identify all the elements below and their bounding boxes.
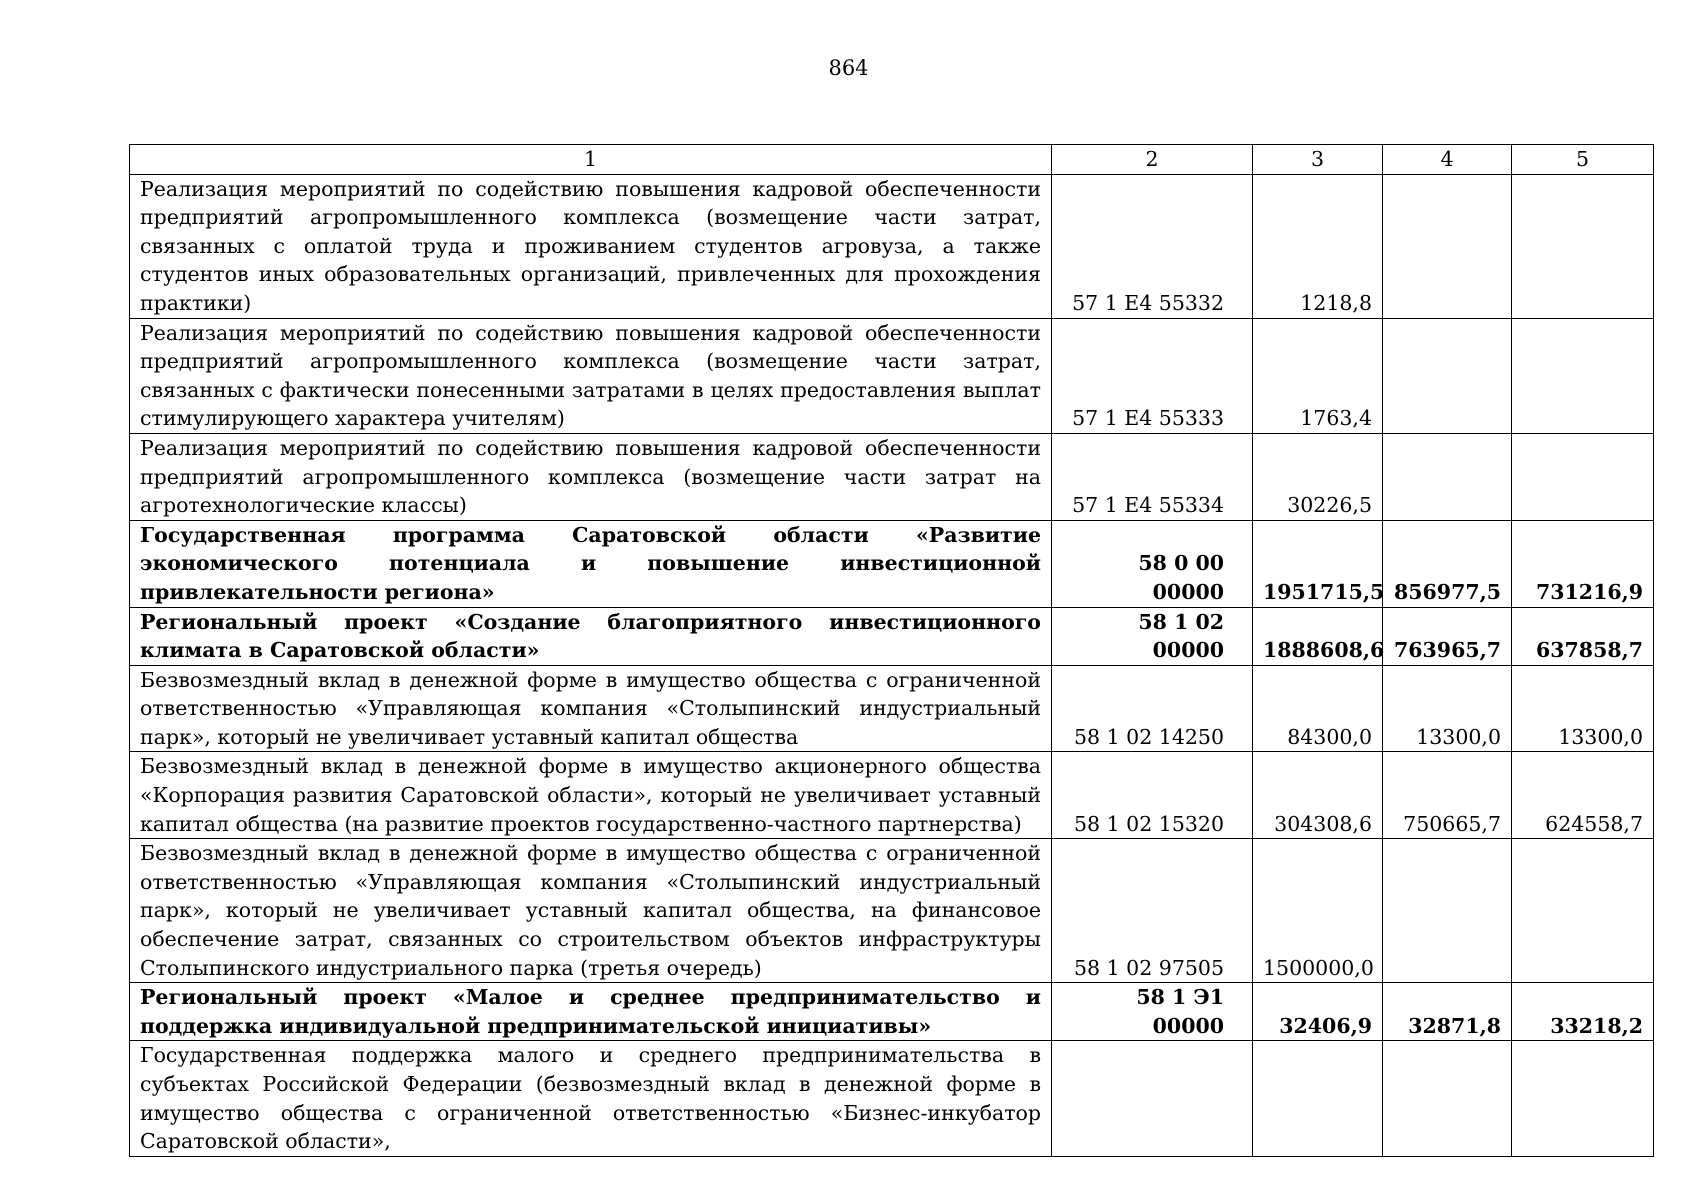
row-value-col5 <box>1512 1041 1654 1156</box>
table-row <box>130 752 1654 839</box>
row-code <box>1052 1041 1253 1156</box>
row-code: 58 1 Э1 00000 <box>1052 983 1253 1041</box>
column-header-2: 2 <box>1052 145 1253 175</box>
row-value-col4: 763965,7 <box>1383 607 1512 665</box>
row-value-col4 <box>1383 318 1512 433</box>
row-value-col4 <box>1383 433 1512 520</box>
row-value-col5: 13300,0 <box>1512 665 1654 752</box>
row-value-col5 <box>1512 318 1654 433</box>
table-row <box>130 839 1654 983</box>
row-value-col4: 13300,0 <box>1383 665 1512 752</box>
budget-table <box>129 144 1654 1157</box>
column-header-3: 3 <box>1253 145 1383 175</box>
row-value-col4 <box>1383 839 1512 983</box>
row-code: 57 1 Е4 55334 <box>1052 433 1253 520</box>
row-description: Безвозмездный вклад в денежной форме в имущество акционерного общества «Корпорация развития Саратовской области», который не увеличивает уставный капитал общества (на развитие проектов государственно-частного партнерства) <box>130 752 1052 839</box>
row-value-col3: 32406,9 <box>1253 983 1383 1041</box>
row-value-col5: 33218,2 <box>1512 983 1654 1041</box>
table-row <box>130 318 1654 433</box>
row-value-col5: 731216,9 <box>1512 520 1654 607</box>
row-value-col4: 856977,5 <box>1383 520 1512 607</box>
row-code: 57 1 Е4 55333 <box>1052 318 1253 433</box>
row-code: 57 1 Е4 55332 <box>1052 174 1253 318</box>
row-value-col4: 32871,8 <box>1383 983 1512 1041</box>
row-value-col5: 637858,7 <box>1512 607 1654 665</box>
row-code: 58 1 02 97505 <box>1052 839 1253 983</box>
row-description: Безвозмездный вклад в денежной форме в имущество общества с ограниченной ответственностью «Управляющая компания «Столыпинский индустриальный парк», который не увеличивает уставный капитал общества, на финансовое обеспечение затрат, связанных со строительством объектов инфраструктуры Столыпинского индустриального парка (третья очередь) <box>130 839 1052 983</box>
row-value-col4 <box>1383 1041 1512 1156</box>
row-description: Безвозмездный вклад в денежной форме в имущество общества с ограниченной ответственностью «Управляющая компания «Столыпинский индустриальный парк», который не увеличивает уставный капитал общества <box>130 665 1052 752</box>
row-value-col3: 304308,6 <box>1253 752 1383 839</box>
row-description: Региональный проект «Создание благоприятного инвестиционного климата в Саратовской области» <box>130 607 1052 665</box>
table-row-project-total <box>130 607 1654 665</box>
row-value-col3: 1500000,0 <box>1253 839 1383 983</box>
row-code: 58 1 02 14250 <box>1052 665 1253 752</box>
table-row-program-total <box>130 520 1654 607</box>
row-description: Государственная программа Саратовской области «Развитие экономического потенциала и повышение инвестиционной привлекательности региона» <box>130 520 1052 607</box>
page-number: 864 <box>828 56 869 80</box>
table-row-project-total <box>130 983 1654 1041</box>
table-row <box>130 665 1654 752</box>
row-value-col3 <box>1253 1041 1383 1156</box>
row-value-col5 <box>1512 433 1654 520</box>
row-description: Реализация мероприятий по содействию повышения кадровой обеспеченности предприятий агропромышленного комплекса (возмещение части затрат, связанных с фактически понесенными затратами в целях предоставления выплат стимулирующего характера учителям) <box>130 318 1052 433</box>
row-value-col3: 30226,5 <box>1253 433 1383 520</box>
row-value-col4 <box>1383 174 1512 318</box>
row-value-col5: 624558,7 <box>1512 752 1654 839</box>
row-value-col3: 84300,0 <box>1253 665 1383 752</box>
table-header-row <box>130 145 1654 175</box>
row-value-col5 <box>1512 174 1654 318</box>
row-description: Реализация мероприятий по содействию повышения кадровой обеспеченности предприятий агропромышленного комплекса (возмещение части затрат, связанных с оплатой труда и проживанием студентов агровуза, а также студентов иных образовательных организаций, привлеченных для прохождения практики) <box>130 174 1052 318</box>
column-header-1: 1 <box>130 145 1052 175</box>
row-value-col3: 1951715,5 <box>1253 520 1383 607</box>
row-code: 58 0 00 00000 <box>1052 520 1253 607</box>
row-value-col3: 1763,4 <box>1253 318 1383 433</box>
table-row <box>130 174 1654 318</box>
table-row <box>130 1041 1654 1156</box>
column-header-5: 5 <box>1512 145 1654 175</box>
row-description: Региональный проект «Малое и среднее предпринимательство и поддержка индивидуальной предпринимательской инициативы» <box>130 983 1052 1041</box>
row-description: Государственная поддержка малого и среднего предпринимательства в субъектах Российской Федерации (безвозмездный вклад в денежной форме в имущество общества с ограниченной ответственностью «Бизнес-инкубатор Саратовской области», <box>130 1041 1052 1156</box>
column-header-4: 4 <box>1383 145 1512 175</box>
row-value-col4: 750665,7 <box>1383 752 1512 839</box>
table-row <box>130 433 1654 520</box>
row-value-col3: 1888608,6 <box>1253 607 1383 665</box>
row-code: 58 1 02 15320 <box>1052 752 1253 839</box>
row-description: Реализация мероприятий по содействию повышения кадровой обеспеченности предприятий агропромышленного комплекса (возмещение части затрат на агротехнологические классы) <box>130 433 1052 520</box>
row-code: 58 1 02 00000 <box>1052 607 1253 665</box>
row-value-col5 <box>1512 839 1654 983</box>
row-value-col3: 1218,8 <box>1253 174 1383 318</box>
